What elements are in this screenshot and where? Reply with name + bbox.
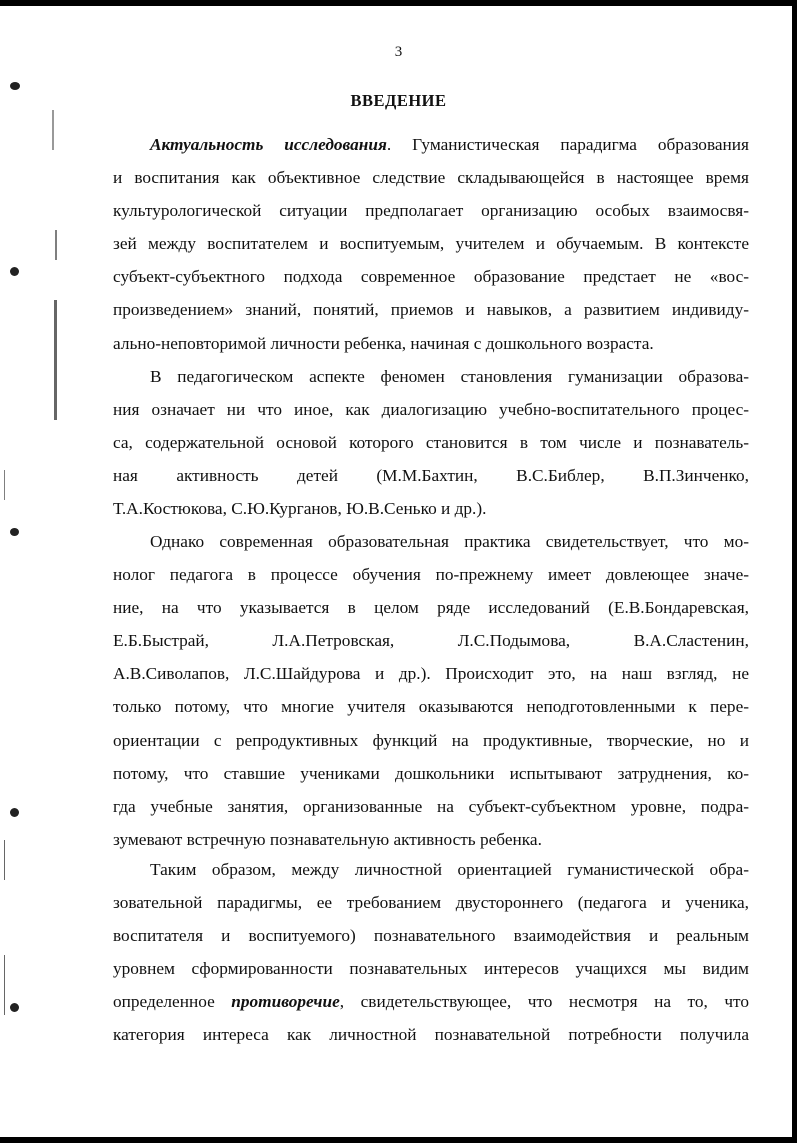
text-line: воспитателя и воспитуемого) познавательного взаимодействия и реальным <box>113 926 749 946</box>
paragraph-1 <box>113 128 749 360</box>
text-line: са, содержательной основой которого становится в том числе и познаватель- <box>113 433 749 453</box>
text-line: ориентации с репродуктивных функций на продуктивные, творческие, но и <box>113 730 749 750</box>
paragraph-2 <box>113 360 749 525</box>
text-line: Т.А.Костюкова, С.Ю.Курганов, Ю.В.Сенько и др.). <box>113 499 487 519</box>
text-line: произведением» знаний, понятий, приемов и навыков, а развитием индивиду- <box>113 300 749 320</box>
scan-speck <box>10 267 19 276</box>
text-line: ально-неповторимой личности ребенка, начиная с дошкольного возраста. <box>113 333 654 353</box>
text-line: ние, на что указывается в целом ряде исследований (Е.В.Бондаревская, <box>113 598 749 618</box>
scan-artifact <box>55 230 57 260</box>
text-line: зей между воспитателем и воспитуемым, учителем и обучаемым. В контексте <box>113 234 749 254</box>
text-line: и воспитания как объективное следствие складывающейся в настоящее время <box>113 168 749 188</box>
text-line: А.В.Сиволапов, Л.С.Шайдурова и др.). Происходит это, на наш взгляд, не <box>113 664 749 684</box>
scan-artifact <box>4 955 5 1015</box>
text-line: категория интереса как личностной познавательной потребности получила <box>113 1025 749 1045</box>
text-line: Таким образом, между личностной ориентацией гуманистической обра- <box>150 860 749 879</box>
scan-artifact <box>54 300 57 420</box>
text-line: потому, что ставшие учениками дошкольники испытывают затруднения, ко- <box>113 763 749 783</box>
text-line: субъект-субъектного подхода современное образование предстает не «вос- <box>113 267 749 287</box>
scan-speck <box>10 808 19 817</box>
section-heading: ВВЕДЕНИЕ <box>350 91 447 110</box>
text-line: культурологической ситуации предполагает организацию особых взаимосвя- <box>113 201 749 221</box>
text-line: ная активность детей (М.М.Бахтин, В.С.Библер, В.П.Зинченко, <box>113 466 749 486</box>
text-line: Актуальность исследования. Гуманистическая парадигма образования <box>150 135 749 154</box>
paragraph-3 <box>113 525 749 856</box>
scan-artifact <box>4 470 5 500</box>
text-line: В педагогическом аспекте феномен становления гуманизации образова- <box>150 367 749 386</box>
text-line: гда учебные занятия, организованные на субъект-субъектном уровне, подра- <box>113 796 749 816</box>
text-line: определенное противоречие, свидетельствующее, что несмотря на то, что <box>113 992 749 1012</box>
paragraph-4 <box>113 853 749 1052</box>
text-line: уровнем сформированности познавательных интересов учащихся мы видим <box>113 959 749 979</box>
text-line: Однако современная образовательная практика свидетельствует, что мо- <box>150 532 749 551</box>
emphasis-term: противоречие <box>231 992 340 1012</box>
page-number: 3 <box>394 44 403 60</box>
text-line: только потому, что многие учителя оказываются неподготовленными к пере- <box>113 697 749 717</box>
text-line: ния означает ни что иное, как диалогизацию учебно-воспитательного процес- <box>113 400 749 420</box>
text-line: зовательной парадигмы, ее требованием двустороннего (педагога и ученика, <box>113 893 749 913</box>
scan-speck <box>10 82 20 90</box>
text-line: Е.Б.Быстрай, Л.А.Петровская, Л.С.Подымова, В.А.Сластенин, <box>113 631 749 651</box>
scan-artifact <box>4 840 5 880</box>
emphasis-term: Актуальность исследования <box>150 135 387 154</box>
scan-speck <box>10 528 19 536</box>
scan-speck <box>10 1003 19 1012</box>
text-line: нолог педагога в процессе обучения по-прежнему имеет довлеющее значе- <box>113 565 749 585</box>
scan-artifact <box>52 110 54 150</box>
text-line: зумевают встречную познавательную активность ребенка. <box>113 829 542 849</box>
